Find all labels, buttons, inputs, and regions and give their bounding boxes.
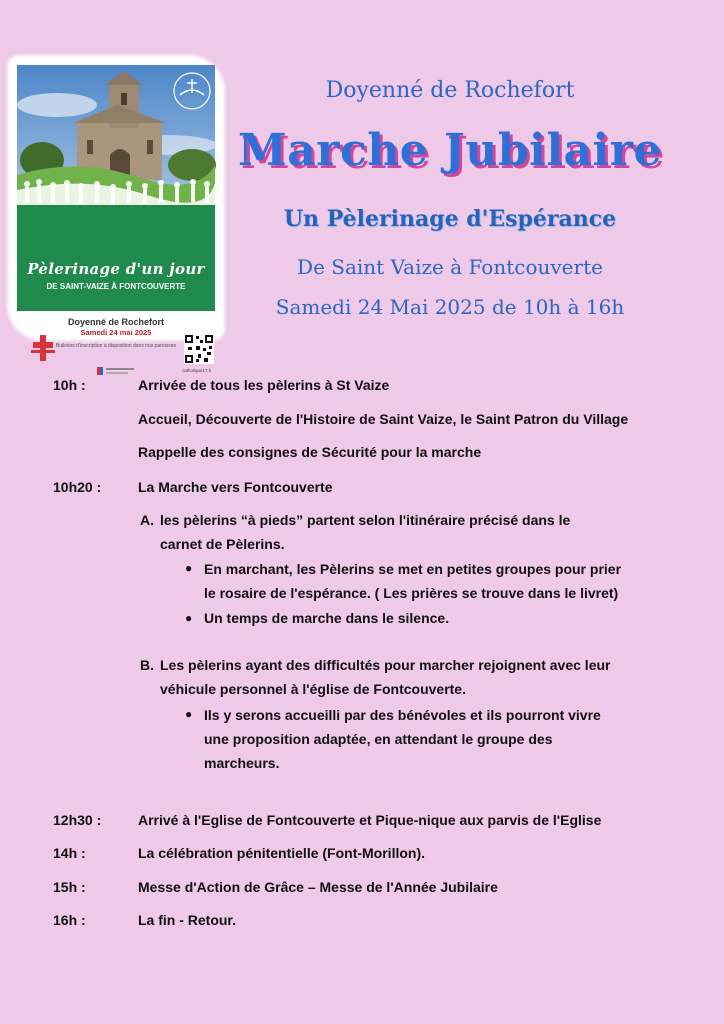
option-a-line: carnet de Pèlerins.: [160, 536, 285, 552]
time-10h20: 10h20 :: [53, 479, 102, 495]
bullet-line: une proposition adaptée, en attendant le groupe des: [204, 731, 553, 747]
program-line: Arrivée de tous les pèlerins à St Vaize: [138, 377, 390, 393]
option-a-bullet: [204, 606, 449, 630]
option-b-line: Les pèlerins ayant des difficultés pour marcher rejoignent avec leur: [160, 657, 611, 673]
date-heading: Samedi 24 Mai 2025 de 10h à 16h: [275, 295, 625, 319]
route-heading: De Saint Vaize à Fontcouverte: [297, 255, 603, 279]
time-15h: 15h :: [53, 879, 86, 895]
poster-date: Samedi 24 mai 2025: [80, 328, 152, 337]
bullet-icon: ●: [185, 611, 193, 625]
option-a-line: les pèlerins “à pieds” partent selon l'itinéraire précisé dans le: [160, 512, 571, 528]
bullet-line: marcheurs.: [204, 755, 280, 771]
deanery-heading: Doyenné de Rochefort: [325, 78, 575, 103]
program-line: La fin - Retour.: [138, 912, 236, 928]
time-10h: 10h :: [53, 377, 86, 393]
option-b-marker: B.: [140, 657, 154, 673]
page-title: Marche Jubilaire: [238, 125, 662, 176]
bullet-line: le rosaire de l'espérance. ( Les prières se trouve dans le livret): [204, 585, 619, 601]
bullet-line: Ils y serons accueilli par des bénévoles et ils pourront vivre: [204, 707, 601, 723]
time-12h30: 12h30 :: [53, 812, 102, 828]
poster-banner-subtitle: DE SAINT-VAIZE À FONTCOUVERTE: [46, 282, 186, 291]
option-b-line: véhicule personnel à l'église de Fontcouverte.: [160, 681, 466, 697]
option-b-bullet: [204, 703, 601, 775]
poster-banner-title: Pèlerinage d'un jour: [27, 260, 205, 278]
program-line: Arrivé à l'Eglise de Fontcouverte et Pique-nique aux parvis de l'Eglise: [138, 812, 602, 828]
program-line: La célébration pénitentielle (Font-Morillon).: [138, 845, 426, 861]
program-line: La Marche vers Fontcouverte: [138, 479, 333, 495]
poster-website: catholique17.fr: [182, 368, 212, 373]
bullet-icon: ●: [185, 561, 193, 575]
poster-bulletin: Bulletins d'inscription à disposition dans nos paroisses: [55, 343, 177, 349]
option-a-bullet: [204, 557, 621, 605]
option-a-marker: A.: [140, 512, 154, 528]
bullet-icon: ●: [185, 707, 193, 721]
program-line: Messe d'Action de Grâce – Messe de l'Année Jubilaire: [138, 879, 498, 895]
bullet-line: Un temps de marche dans le silence.: [204, 610, 450, 626]
program-line: Accueil, Découverte de l'Histoire de Saint Vaize, le Saint Patron du Village: [138, 411, 629, 427]
time-14h: 14h :: [53, 845, 86, 861]
bullet-line: En marchant, les Pèlerins se met en petites groupes pour prier: [204, 561, 622, 577]
option-b-text: [160, 653, 610, 701]
option-a-text: [160, 508, 570, 556]
page-subtitle: Un Pèlerinage d'Espérance: [283, 206, 617, 232]
program-line: Rappelle des consignes de Sécurité pour la marche: [138, 444, 482, 460]
poster-deanery: Doyenné de Rochefort: [67, 317, 164, 327]
time-16h: 16h :: [53, 912, 86, 928]
